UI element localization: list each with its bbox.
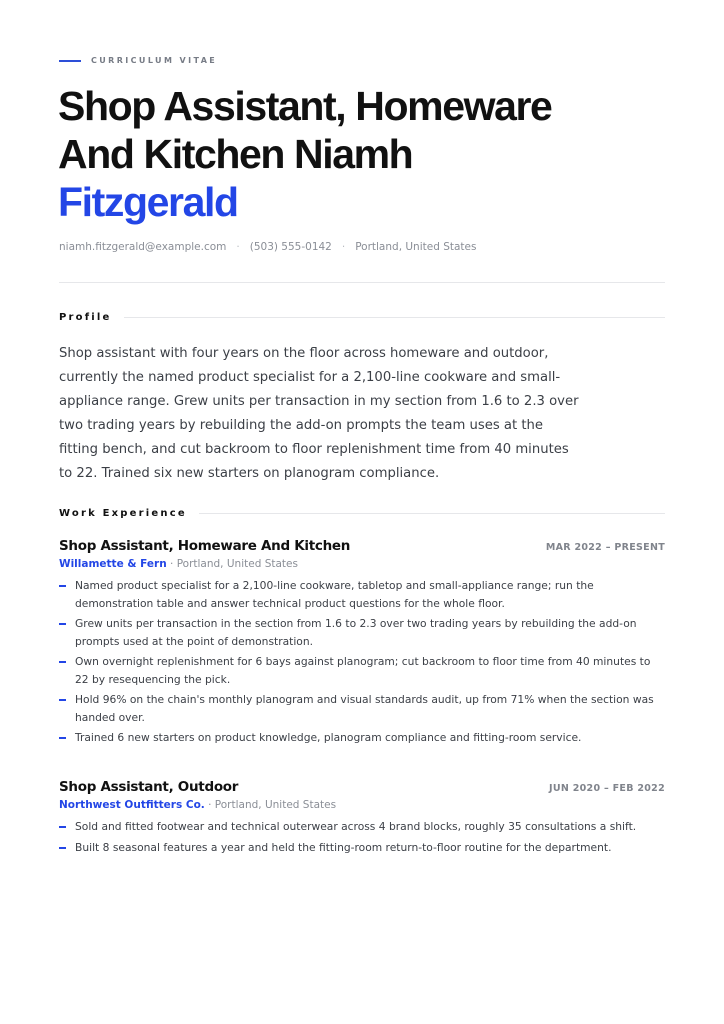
job-employer (59, 558, 665, 570)
job-location: · Portland, United States (204, 799, 337, 811)
experience-heading: Work Experience (59, 508, 187, 519)
contact-line (59, 241, 476, 253)
section-divider (124, 317, 665, 318)
contact-separator: · (236, 241, 240, 253)
profile-section-heading (59, 312, 665, 323)
dash-icon (59, 847, 66, 849)
dash-icon (59, 737, 66, 739)
job-dates: JUN 2020 – FEB 2022 (549, 783, 665, 794)
eyebrow (59, 56, 217, 65)
job-bullet: Grew units per transaction in the section from 1.6 to 2.3 over two trading years by rebuilding the add-on prompts used at the point of demonstration. (59, 615, 665, 650)
profile-summary: Shop assistant with four years on the floor across homeware and outdoor, currently the named product specialist for a 2,100-line cookware and small-appliance range. Grew units per transaction in my section from 1.6 to 2.3 over two trading years by rebuilding the add-on prompts the team uses at the fitting bench, and cut backroom to floor replenishment time from 40 minutes to 22. Trained six new starters on planogram compliance. (59, 346, 579, 481)
job-bullet: Named product specialist for a 2,100-line cookware, tabletop and small-appliance range; run the demonstration table and answer technical product questions for the whole floor. (59, 577, 665, 612)
job-bullet: Built 8 seasonal features a year and held the fitting-room return-to-floor routine for the department. (59, 839, 665, 857)
job-bullet: Own overnight replenishment for 6 bays against planogram; cut backroom to floor time from 40 minutes to 22 by resequencing the pick. (59, 653, 665, 688)
dash-icon (59, 585, 66, 587)
eyebrow-accent-line (59, 60, 81, 62)
eyebrow-label: CURRICULUM VITAE (91, 56, 218, 65)
section-divider (199, 513, 665, 514)
job-entry (59, 779, 665, 859)
job-bullet: Trained 6 new starters on product knowledge, planogram compliance and fitting-room service. (59, 729, 665, 747)
experience-section-heading (59, 508, 665, 519)
job-bullet: Sold and fitted footwear and technical outerwear across 4 brand blocks, roughly 35 consultations a shift. (59, 818, 665, 836)
job-location: · Portland, United States (166, 558, 298, 570)
dash-icon (59, 826, 66, 828)
dash-icon (59, 699, 66, 701)
name-line-2: And Kitchen Niamh (58, 131, 413, 177)
job-employer (59, 799, 665, 811)
job-company: Northwest Outfitters Co. (59, 799, 205, 811)
candidate-name (58, 82, 698, 226)
contact-separator: · (341, 241, 346, 253)
dash-icon (59, 623, 66, 625)
header-divider (59, 282, 665, 283)
profile-heading: Profile (59, 312, 112, 323)
job-bullet: Hold 96% on the chain's monthly planogram and visual standards audit, up from 71% when the section was handed over. (59, 691, 665, 726)
job-company: Willamette & Fern (59, 558, 167, 570)
job-title: Shop Assistant, Outdoor (59, 779, 239, 795)
contact-email[interactable]: niamh.fitzgerald@example.com (59, 241, 227, 253)
job-title: Shop Assistant, Homeware And Kitchen (59, 538, 351, 554)
job-bullets (59, 818, 665, 856)
name-accent: Fitzgerald (58, 179, 238, 225)
job-bullets (59, 577, 665, 747)
job-dates: MAR 2022 – PRESENT (545, 542, 665, 553)
job-entry (59, 538, 665, 750)
name-line-1: Shop Assistant, Homeware (58, 83, 552, 129)
contact-location: Portland, United States (355, 241, 477, 253)
contact-phone[interactable]: (503) 555-0142 (249, 241, 332, 253)
dash-icon (59, 661, 66, 663)
